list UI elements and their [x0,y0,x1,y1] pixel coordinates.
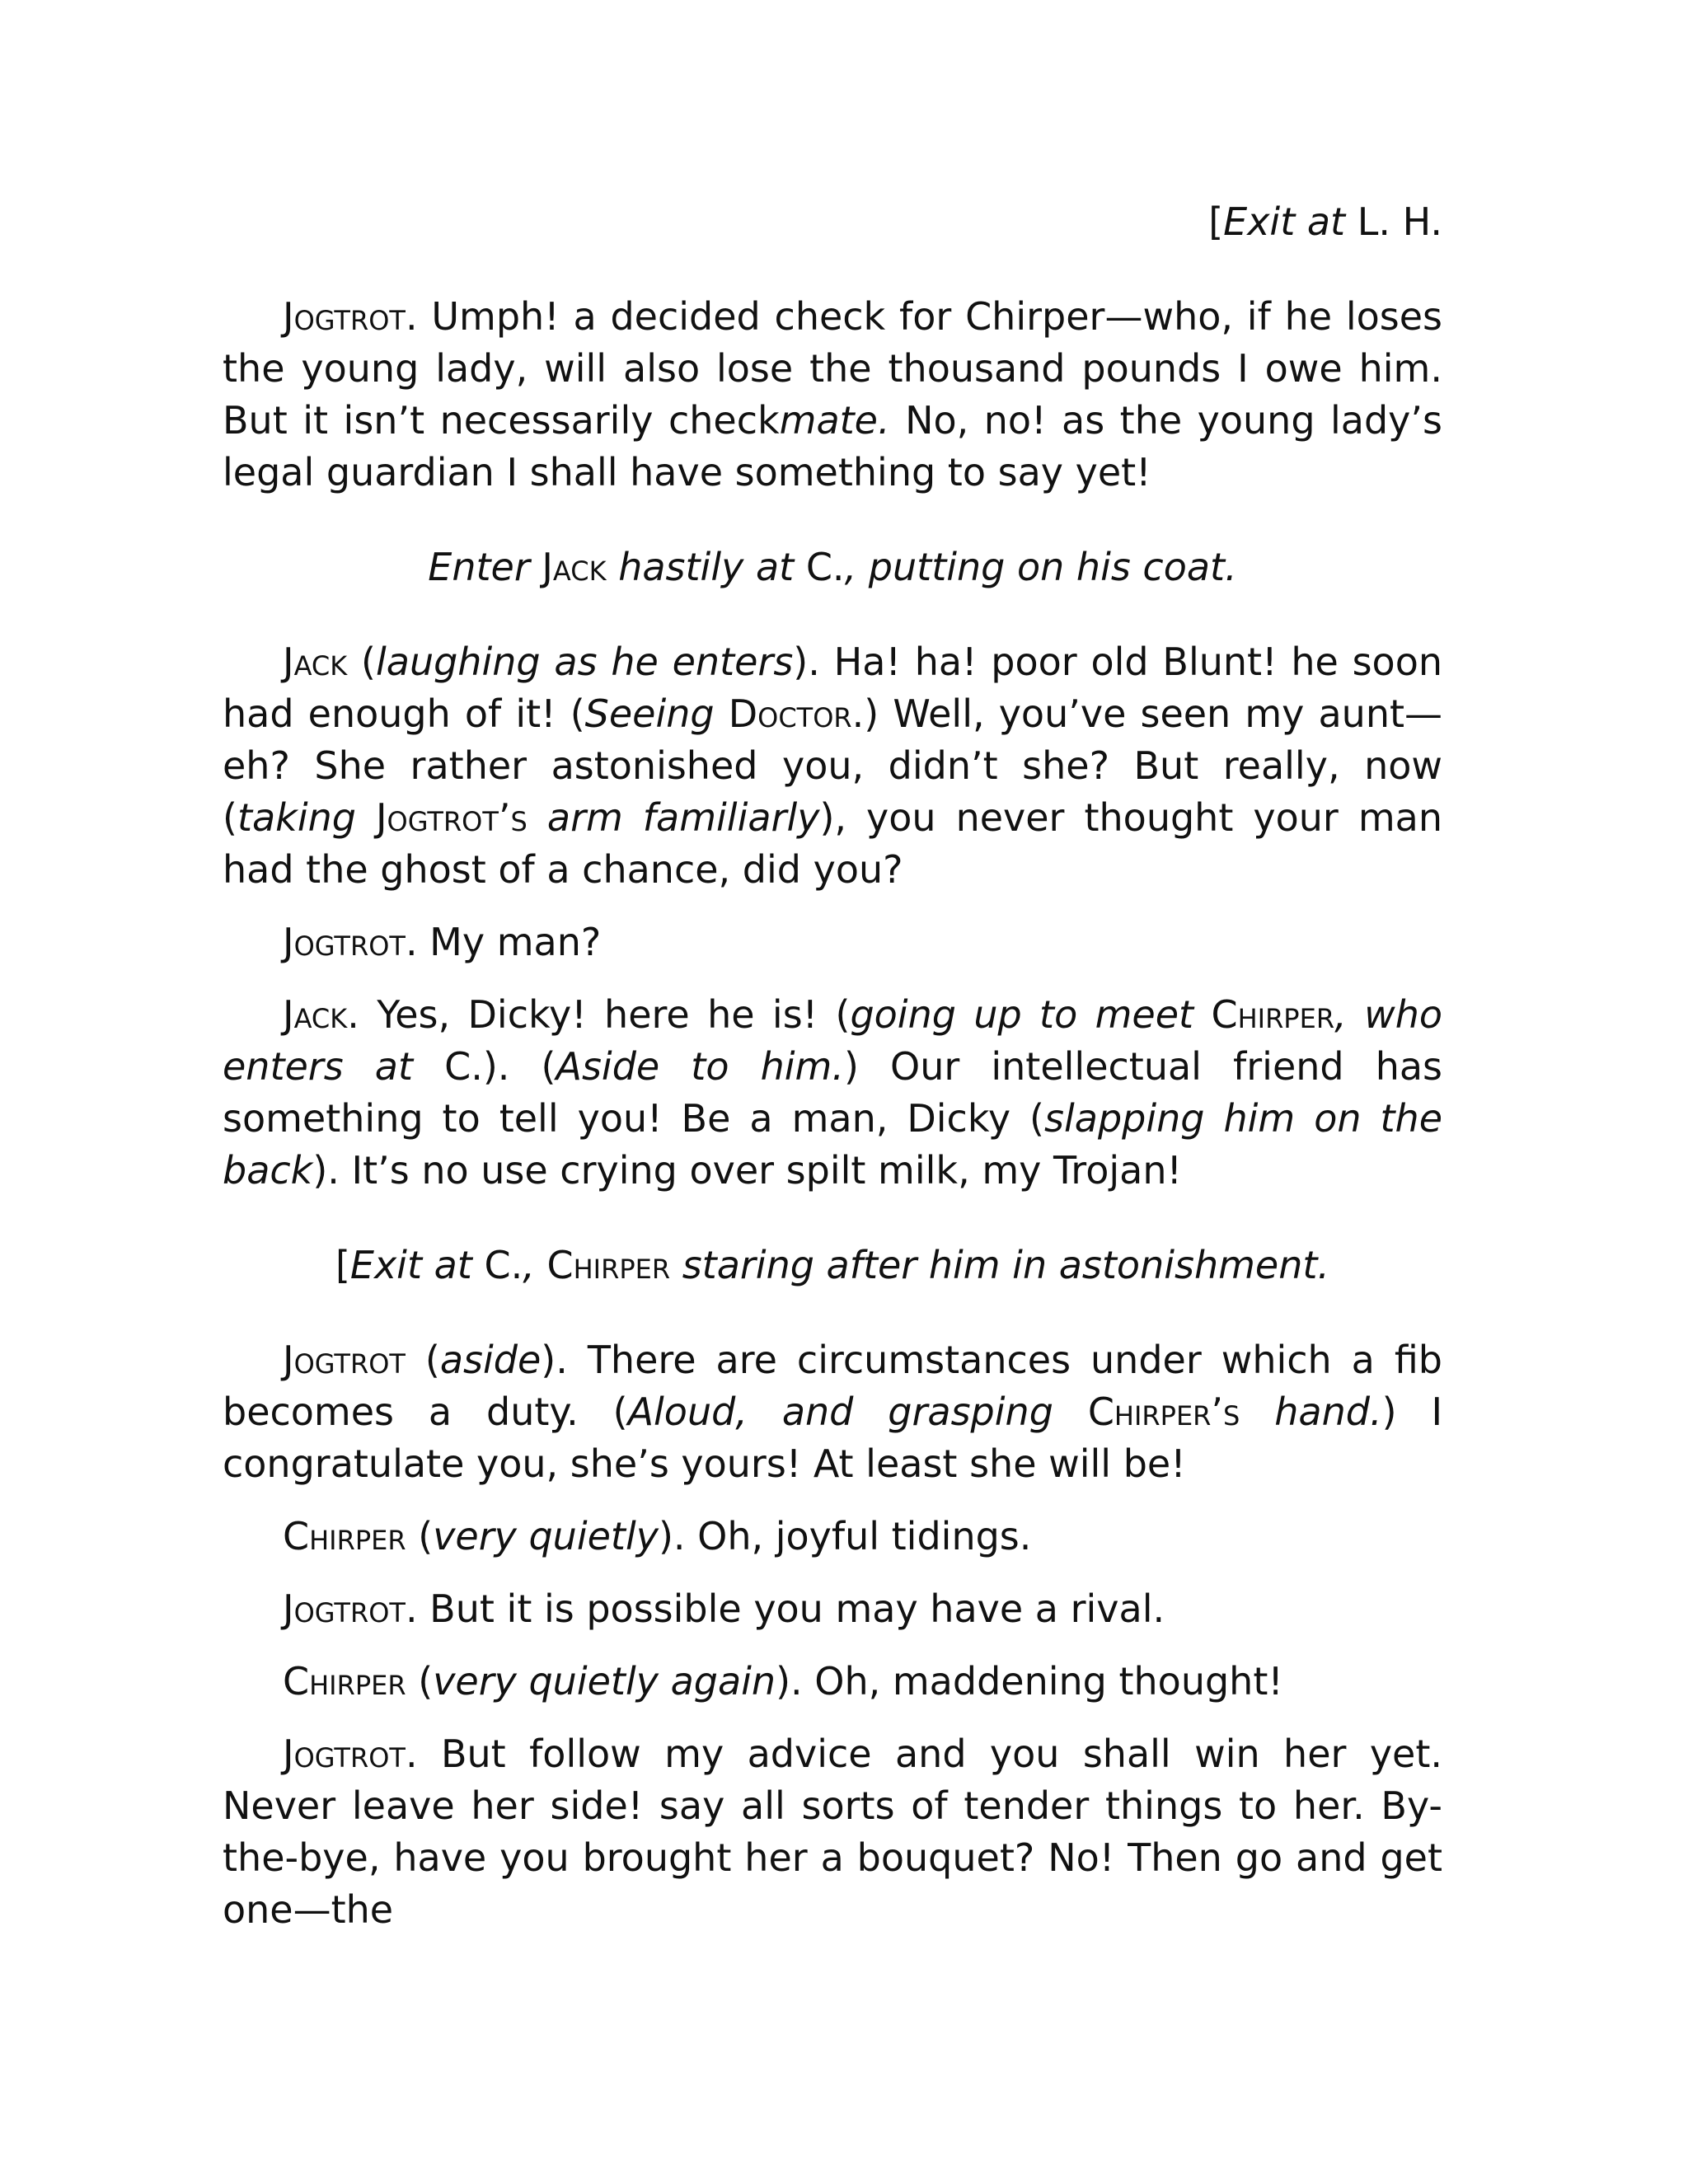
speaker-name: Jogtrot [283,1338,406,1382]
speech-jack-2: Jack. Yes, Dicky! here he is! (going up to meet Chirper, who enters at C.). (Aside to him.) Our intellectual friend has something to tell you! Be a man, Dicky (slapping him on the back). It’s no use crying over spilt milk, my Trojan! [223,992,1443,1193]
speaker-name: Jogtrot [283,294,406,339]
speech-jogtrot-5: Jogtrot. But follow my advice and you shall win her yet. Never leave her side! say all sorts of tender things to her. By-the-bye, have you brought her a bouquet? No! Then go and get one—the [223,1732,1442,1932]
speech-chirper-2: Chirper (very quietly again). Oh, maddening thought! [283,1659,1283,1704]
speaker-name: Chirper [283,1514,406,1558]
speaker-name: Jack [283,992,348,1037]
stage-direction-exit-c: [Exit at C., Chirper staring after him in astonishment. [335,1243,1330,1287]
speech-jogtrot-2: Jogtrot. My man? [283,920,602,964]
speaker-name: Jogtrot [283,1732,406,1776]
script-page [223,196,1442,1936]
stage-direction-exit-lh: [Exit at L. H. [1208,199,1442,244]
speaker-name: Jack [283,640,348,684]
speech-jogtrot-1: Jogtrot. Umph! a decided check for Chirper—who, if he loses the young lady, will also lose the thousand pounds I owe him. But it isn’t necessarily checkmate. No, no! as the young lady’s legal guardian I shall have something to say yet! [223,294,1442,494]
speech-jogtrot-3: Jogtrot (aside). There are circumstances under which a fib becomes a duty. (Aloud, and grasping Chirper’s hand.) I congratulate you, she’s yours! At least she will be! [223,1338,1443,1486]
speech-jack-1: Jack (laughing as he enters). Ha! ha! poor old Blunt! he soon had enough of it! (Seeing Doctor.) Well, you’ve seen my aunt—eh? She rather astonished you, didn’t she? But really, now (taking Jogtrot’s arm familiarly), you never thought your man had the ghost of a chance, did you? [223,640,1443,892]
speaker-name: Jogtrot [283,920,406,964]
speaker-name: Jogtrot [283,1586,406,1631]
speech-chirper-1: Chirper (very quietly). Oh, joyful tidings. [283,1514,1032,1558]
stage-direction-enter-jack: Enter Jack hastily at C., putting on his coat. [428,545,1237,589]
speech-jogtrot-4: Jogtrot. But it is possible you may have a rival. [283,1586,1165,1631]
speaker-name: Chirper [283,1659,406,1704]
